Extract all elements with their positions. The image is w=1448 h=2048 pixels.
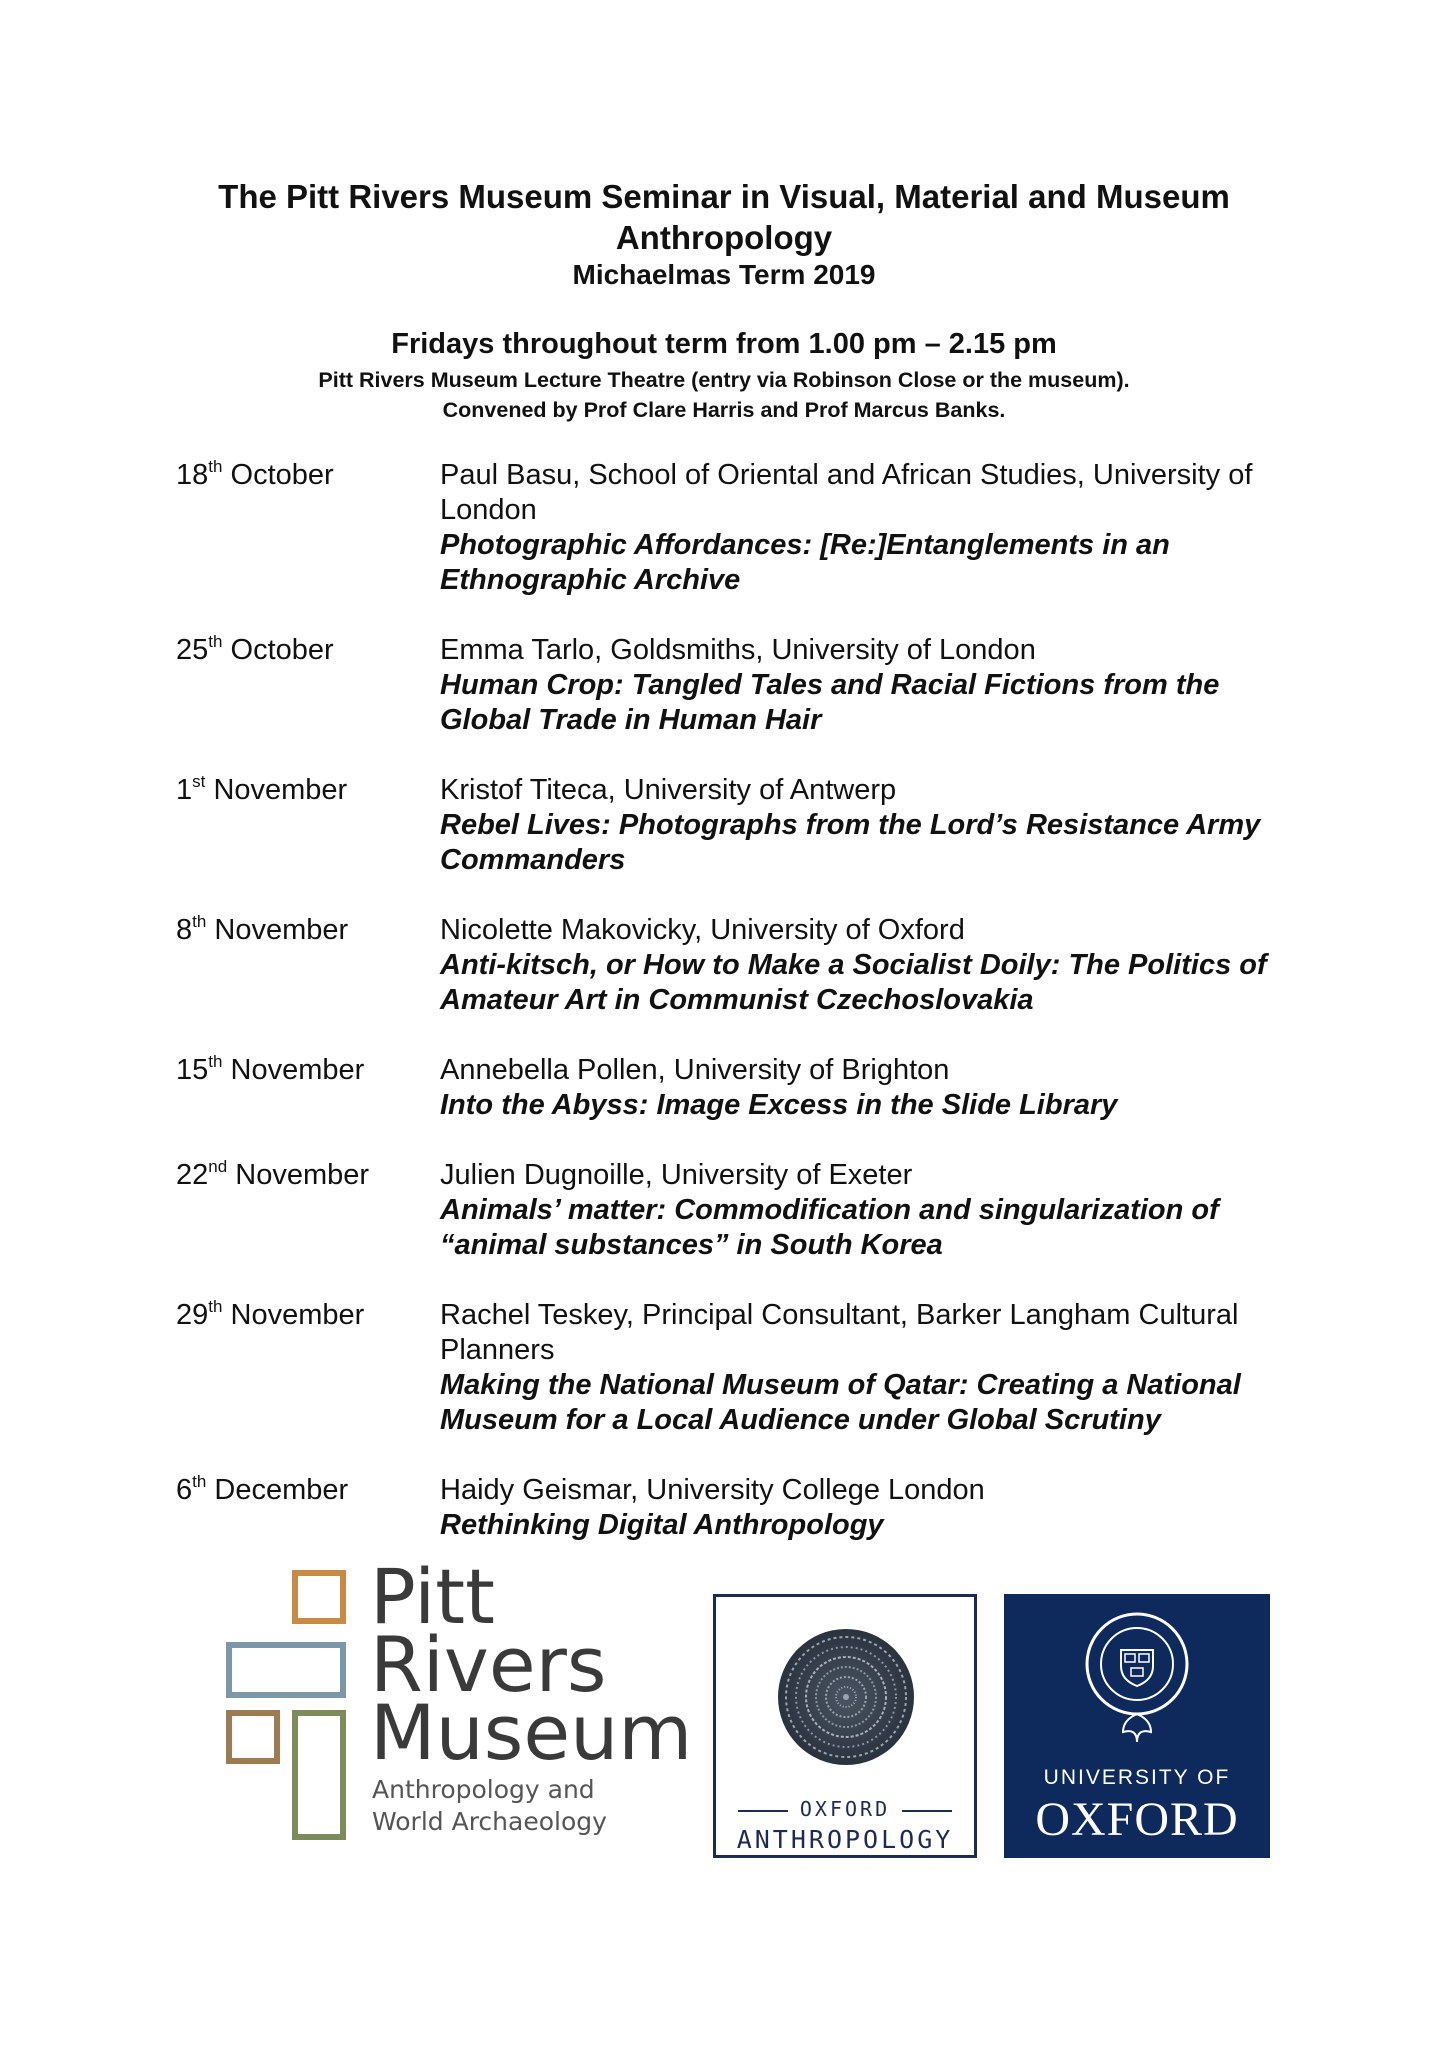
talk-title-cont: Museum for a Local Audience under Global Scrutiny bbox=[440, 1404, 1161, 1436]
oxford-anthropology-logo bbox=[713, 1594, 977, 1858]
seminar-details bbox=[440, 1158, 1300, 1263]
speaker: Annebella Pollen, University of Brighton bbox=[440, 1054, 950, 1086]
speaker: Kristof Titeca, University of Antwerp bbox=[440, 774, 897, 806]
talk-title: Into the Abyss: Image Excess in the Slide Library bbox=[440, 1089, 1118, 1121]
talk-title: Anti-kitsch, or How to Make a Socialist Doily: The Politics of bbox=[440, 949, 1267, 981]
seminar-date: 22nd November bbox=[176, 1157, 370, 1191]
seminar-date: 6th December bbox=[176, 1472, 349, 1506]
seminar-details bbox=[440, 1298, 1300, 1438]
speaker: Emma Tarlo, Goldsmiths, University of London bbox=[440, 634, 1036, 666]
talk-title-cont: Commanders bbox=[440, 844, 626, 876]
orange-square-icon bbox=[292, 1570, 346, 1624]
blue-rectangle-icon bbox=[226, 1642, 346, 1698]
seminar-date: 8th November bbox=[176, 912, 349, 946]
seminar-details bbox=[440, 1473, 1300, 1543]
talk-title: Animals’ matter: Commodification and singularization of bbox=[440, 1194, 1219, 1226]
seminar-date: 25th October bbox=[176, 632, 334, 666]
seminar-details bbox=[440, 1053, 1300, 1123]
woven-basket-icon bbox=[776, 1627, 916, 1767]
green-rectangle-icon bbox=[292, 1710, 346, 1840]
logo-subtitle-2: World Archaeology bbox=[372, 1807, 607, 1836]
speaker: Haidy Geismar, University College London bbox=[440, 1474, 985, 1506]
talk-title: Photographic Affordances: [Re:]Entanglements in an bbox=[440, 529, 1170, 561]
oxford-label: OXFORD bbox=[716, 1797, 974, 1821]
seminar-date: 1st November bbox=[176, 772, 348, 806]
convenors-line: Convened by Prof Clare Harris and Prof Marcus Banks. bbox=[442, 398, 1006, 422]
seminar-details bbox=[440, 913, 1300, 1018]
logo-word-rivers: Rivers bbox=[370, 1620, 607, 1709]
talk-title: Making the National Museum of Qatar: Creating a National bbox=[440, 1369, 1241, 1401]
speaker-cont: Planners bbox=[440, 1334, 555, 1366]
seminar-details bbox=[440, 633, 1300, 738]
logo-word-pitt: Pitt bbox=[370, 1552, 495, 1641]
title-line-2: Anthropology bbox=[615, 219, 833, 256]
oxford-wordmark: OXFORD bbox=[1035, 1793, 1239, 1846]
logo-word-museum: Museum bbox=[370, 1688, 693, 1777]
talk-title-cont: Ethnographic Archive bbox=[440, 564, 741, 596]
talk-title-cont: Amateur Art in Communist Czechoslovakia bbox=[440, 984, 1034, 1016]
talk-title: Rebel Lives: Photographs from the Lord’s Resistance Army bbox=[440, 809, 1261, 841]
talk-title: Rethinking Digital Anthropology bbox=[440, 1509, 884, 1541]
seminar-details bbox=[440, 773, 1300, 878]
title-line-1: The Pitt Rivers Museum Seminar in Visual, Material and Museum bbox=[218, 178, 1230, 215]
seminar-date: 15th November bbox=[176, 1052, 365, 1086]
pitt-rivers-museum-logo bbox=[222, 1552, 702, 1850]
seminar-date: 18th October bbox=[176, 457, 334, 491]
speaker-cont: London bbox=[440, 494, 537, 526]
speaker: Nicolette Makovicky, University of Oxford bbox=[440, 914, 965, 946]
university-of-label: UNIVERSITY OF bbox=[1043, 1766, 1231, 1789]
venue-line: Pitt Rivers Museum Lecture Theatre (entry via Robinson Close or the museum). bbox=[318, 368, 1130, 392]
talk-title-cont: Global Trade in Human Hair bbox=[440, 704, 822, 736]
brown-square-icon bbox=[226, 1710, 280, 1764]
speaker: Paul Basu, School of Oriental and African Studies, University of bbox=[440, 459, 1253, 491]
seminar-details bbox=[440, 458, 1300, 598]
seminar-date: 29th November bbox=[176, 1297, 365, 1331]
speaker: Rachel Teskey, Principal Consultant, Barker Langham Cultural bbox=[440, 1299, 1239, 1331]
speaker: Julien Dugnoille, University of Exeter bbox=[440, 1159, 913, 1191]
time-heading: Fridays throughout term from 1.00 pm – 2.15 pm bbox=[391, 328, 1057, 360]
logo-subtitle-1: Anthropology and bbox=[372, 1775, 595, 1804]
talk-title-cont: “animal substances” in South Korea bbox=[440, 1229, 943, 1261]
talk-title: Human Crop: Tangled Tales and Racial Fictions from the bbox=[440, 669, 1220, 701]
university-of-oxford-logo bbox=[1004, 1594, 1270, 1858]
anthropology-label: ANTHROPOLOGY bbox=[736, 1825, 954, 1854]
term-heading: Michaelmas Term 2019 bbox=[572, 259, 876, 290]
oxford-crest-icon bbox=[1083, 1610, 1191, 1745]
